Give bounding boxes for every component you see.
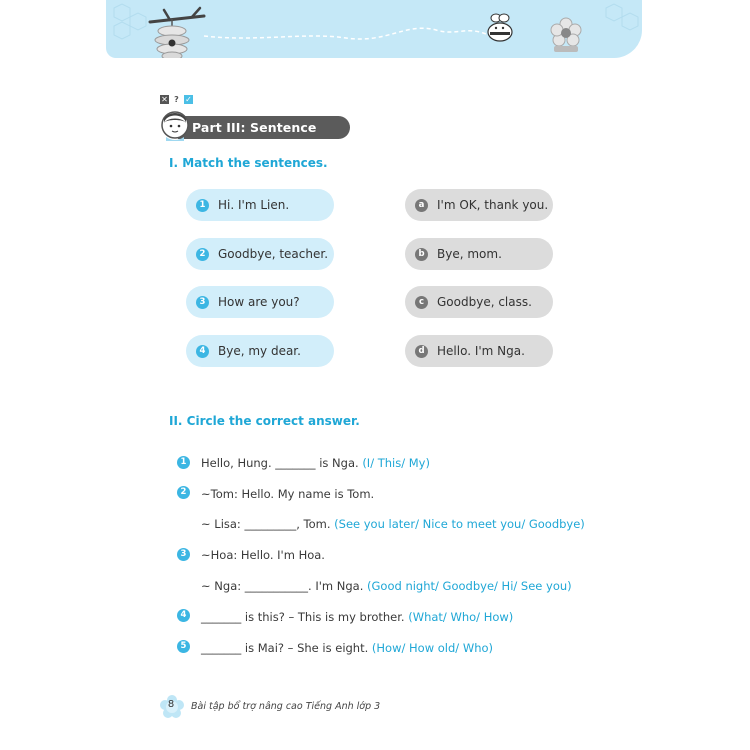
cross-icon: ✕ bbox=[161, 95, 168, 104]
question-number-5: 5 bbox=[177, 640, 190, 653]
branch-icon bbox=[150, 16, 204, 22]
bee-icon bbox=[488, 14, 512, 41]
answer-options: (What/ Who/ How) bbox=[408, 610, 514, 624]
match-right-text: Goodbye, class. bbox=[437, 295, 532, 309]
match-section-title: I. Match the sentences. bbox=[169, 156, 328, 170]
answer-options: (I/ This/ My) bbox=[362, 456, 430, 470]
match-left-text: Goodbye, teacher. bbox=[218, 247, 329, 261]
answer-options: (How/ How old/ Who) bbox=[371, 641, 494, 655]
beehive-icon bbox=[155, 19, 189, 58]
circle-section-title: II. Circle the correct answer. bbox=[169, 414, 360, 428]
match-left-item bbox=[186, 335, 334, 367]
match-right-text: Bye, mom. bbox=[437, 247, 502, 261]
match-left-text: How are you? bbox=[218, 295, 300, 309]
question-icon: ? bbox=[174, 95, 179, 104]
flower-icon bbox=[551, 18, 581, 52]
flight-path bbox=[204, 28, 486, 39]
answer-options: (Good night/ Goodbye/ Hi/ See you) bbox=[367, 579, 572, 593]
match-left-item bbox=[186, 189, 334, 221]
book-title: Bài tập bổ trợ nâng cao Tiếng Anh lớp 3 bbox=[191, 701, 381, 712]
match-right-item bbox=[405, 286, 553, 318]
letter-badge: d bbox=[415, 345, 428, 358]
question-number-3: 3 bbox=[177, 548, 190, 561]
number-badge: 2 bbox=[196, 248, 209, 261]
header-banner bbox=[106, 0, 642, 58]
letter-badge: c bbox=[415, 296, 428, 309]
number-badge: 1 bbox=[196, 199, 209, 212]
match-left-item bbox=[186, 286, 334, 318]
question-4 bbox=[201, 610, 513, 624]
question-text: ~ Lisa: _________, Tom. bbox=[201, 517, 335, 531]
match-left-item bbox=[186, 238, 334, 270]
match-right-item bbox=[405, 189, 553, 221]
question-1 bbox=[201, 456, 430, 470]
question-5 bbox=[201, 641, 493, 655]
question-text: ~ Nga: ___________. I'm Nga. bbox=[201, 579, 368, 593]
question-text: _______ is Mai? – She is eight. bbox=[201, 641, 372, 655]
number-badge: 3 bbox=[196, 296, 209, 309]
match-left-text: Bye, my dear. bbox=[218, 344, 301, 358]
question-number-4: 4 bbox=[177, 609, 190, 622]
question-number-1: 1 bbox=[177, 456, 190, 469]
student-avatar-icon bbox=[160, 109, 190, 141]
page-number: 8 bbox=[167, 699, 175, 710]
letter-badge: b bbox=[415, 248, 428, 261]
question-text: Hello, Hung. _______ is Nga. bbox=[201, 456, 363, 470]
question-3-line-2 bbox=[201, 579, 572, 593]
match-right-text: I'm OK, thank you. bbox=[437, 198, 549, 212]
question-number-2: 2 bbox=[177, 486, 190, 499]
match-left-text: Hi. I'm Lien. bbox=[218, 198, 290, 212]
question-text: _______ is this? – This is my brother. bbox=[201, 610, 409, 624]
match-right-item bbox=[405, 238, 553, 270]
banner-illustration bbox=[106, 0, 642, 58]
match-right-item bbox=[405, 335, 553, 367]
answer-options: (See you later/ Nice to meet you/ Goodbye) bbox=[334, 517, 585, 531]
match-right-text: Hello. I'm Nga. bbox=[437, 344, 525, 358]
tool-icons bbox=[160, 95, 193, 104]
question-2-line-2 bbox=[201, 517, 585, 531]
letter-badge: a bbox=[415, 199, 428, 212]
check-icon: ✓ bbox=[185, 95, 192, 104]
part-title: Part III: Sentence patterns bbox=[178, 116, 350, 139]
number-badge: 4 bbox=[196, 345, 209, 358]
question-2-line-1: ~Tom: Hello. My name is Tom. bbox=[201, 487, 375, 501]
question-3-line-1: ~Hoa: Hello. I'm Hoa. bbox=[201, 548, 325, 562]
